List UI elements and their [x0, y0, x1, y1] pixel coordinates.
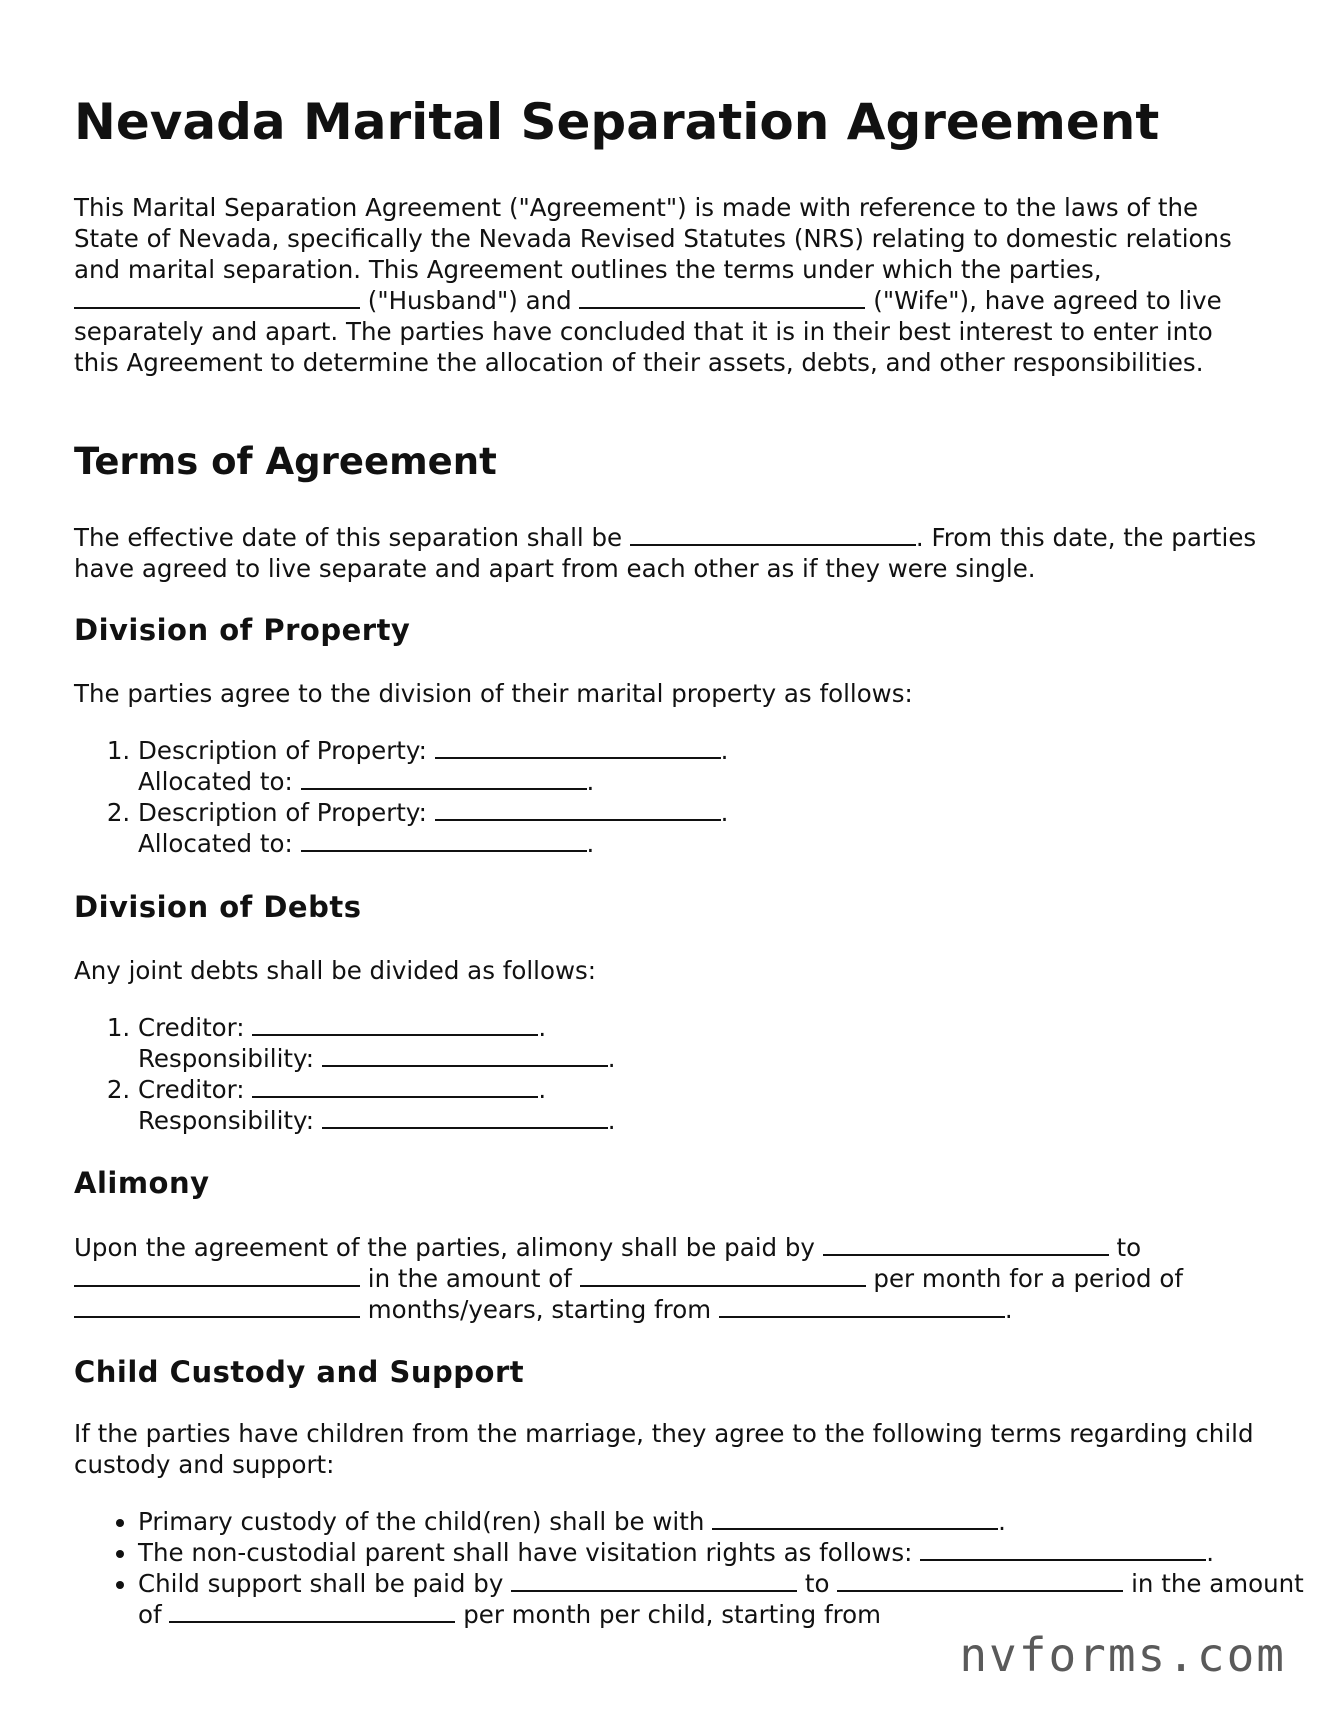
- alimony-paragraph: Upon the agreement of the parties, alimony shall be paid by to in the amount of per month for a period of months/years, starting from .: [74, 1233, 1183, 1324]
- terms-text: The effective date of this separation shall be: [74, 523, 630, 552]
- alimony-payee-blank[interactable]: [74, 1263, 360, 1287]
- responsibility-blank[interactable]: [322, 1105, 608, 1129]
- list-item: 2. Description of Property: . Allocated to: .: [138, 797, 1328, 859]
- document-title: Nevada Marital Separation Agreement: [74, 93, 1160, 151]
- creditor-blank[interactable]: [252, 1074, 538, 1098]
- effective-date-blank[interactable]: [630, 522, 916, 546]
- debts-intro: Any joint debts shall be divided as follows:: [74, 956, 597, 985]
- watermark: nvforms.com: [959, 1628, 1286, 1682]
- intro-text: ("Husband") and: [360, 286, 580, 315]
- property-allocated-blank[interactable]: [301, 828, 587, 852]
- alimony-payer-blank[interactable]: [823, 1232, 1109, 1256]
- custody-heading: Child Custody and Support: [74, 1355, 525, 1389]
- property-list: [74, 735, 1328, 859]
- intro-text: This Marital Separation Agreement ("Agreement") is made with reference to the laws of the State of Nevada, specifically the Nevada Revised Statutes (NRS) relating to domestic relations and marital separation. This Agreement outlines the terms under which the parties,: [74, 193, 1232, 284]
- alimony-heading: Alimony: [74, 1166, 210, 1200]
- alimony-amount-blank[interactable]: [580, 1263, 866, 1287]
- property-heading: Division of Property: [74, 613, 411, 647]
- terms-heading: Terms of Agreement: [74, 440, 497, 483]
- property-allocated-blank[interactable]: [301, 766, 587, 790]
- custody-list: [74, 1506, 1328, 1630]
- custody-intro: If the parties have children from the marriage, they agree to the following terms regarding child custody and support:: [74, 1419, 1254, 1479]
- primary-custody-blank[interactable]: [712, 1506, 998, 1530]
- debts-heading: Division of Debts: [74, 890, 362, 924]
- list-item: • Primary custody of the child(ren) shall be with .: [138, 1506, 1328, 1537]
- creditor-blank[interactable]: [252, 1012, 538, 1036]
- support-payee-blank[interactable]: [837, 1568, 1123, 1592]
- list-item: • Child support shall be paid by to in the amount of per month per child, starting from: [138, 1568, 1328, 1630]
- list-item: 1. Creditor: . Responsibility: .: [138, 1012, 1328, 1074]
- responsibility-blank[interactable]: [322, 1043, 608, 1067]
- wife-name-blank[interactable]: [579, 285, 865, 309]
- debts-list: [74, 1012, 1328, 1136]
- alimony-period-blank[interactable]: [74, 1294, 360, 1318]
- intro-paragraph: [74, 192, 1264, 378]
- husband-name-blank[interactable]: [74, 285, 360, 309]
- property-description-blank[interactable]: [435, 735, 721, 759]
- support-payer-blank[interactable]: [511, 1568, 797, 1592]
- alimony-start-blank[interactable]: [719, 1294, 1005, 1318]
- support-amount-blank[interactable]: [169, 1599, 455, 1623]
- terms-paragraph: [74, 522, 1264, 584]
- visitation-blank[interactable]: [920, 1537, 1206, 1561]
- property-intro: The parties agree to the division of their marital property as follows:: [74, 679, 913, 708]
- property-description-blank[interactable]: [435, 797, 721, 821]
- list-item: 1. Description of Property: . Allocated to: .: [138, 735, 1328, 797]
- intro-text: ("Wife"), have agreed to live separately and apart. The parties have concluded that it is in their best interest to enter into this Agreement to determine the allocation of their assets, debts, and other responsibilities.: [74, 286, 1222, 377]
- list-item: 2. Creditor: . Responsibility: .: [138, 1074, 1328, 1136]
- terms-text: . From this date, the parties have agreed to live separate and apart from each other as if they were single.: [74, 523, 1257, 583]
- list-item: • The non-custodial parent shall have visitation rights as follows: .: [138, 1537, 1328, 1568]
